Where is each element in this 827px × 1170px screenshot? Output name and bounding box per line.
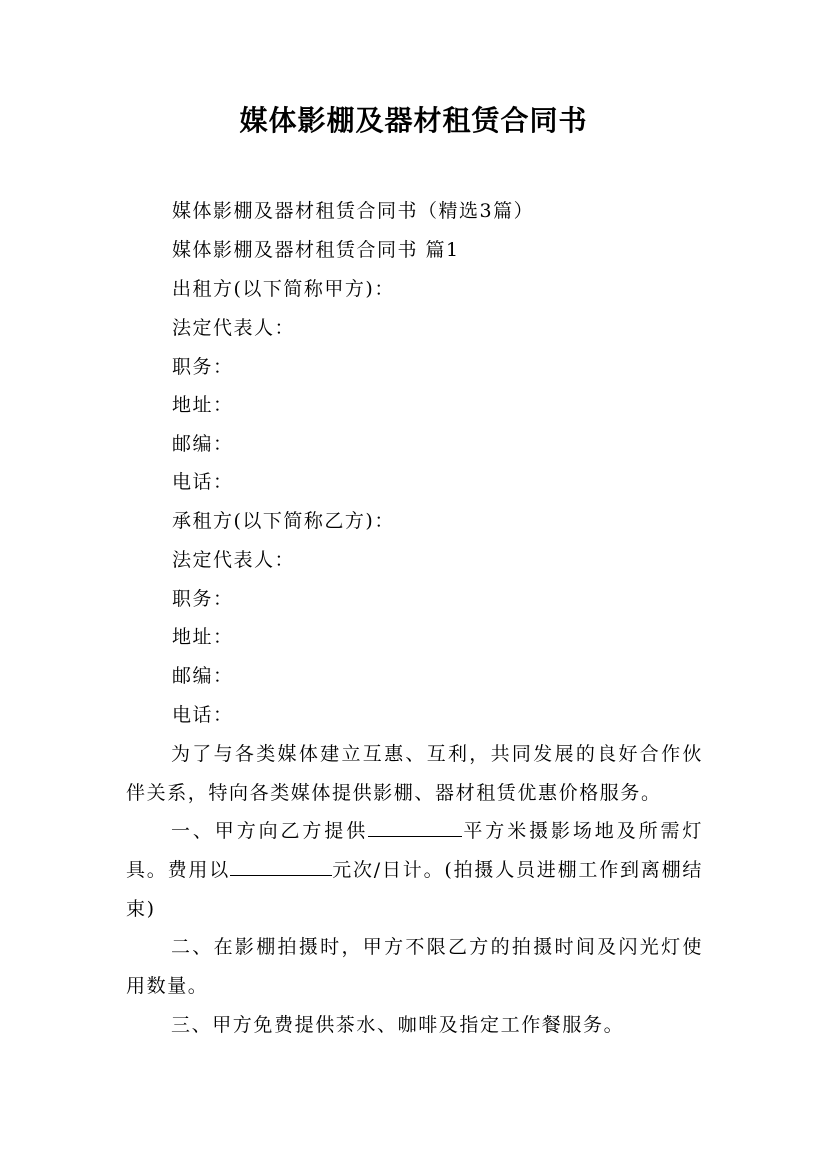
clause-2-paragraph: 二、在影棚拍摄时，甲方不限乙方的拍摄时间及闪光灯使用数量。 (126, 936, 703, 997)
clause-1-text-b: 平方米摄影场地及所需灯具。费用以 (126, 820, 703, 881)
clause-1-text-c: 元次/日计。(拍摄人员进棚工作到离棚结束) (126, 859, 703, 920)
lessee-address-field: 地址： (172, 626, 234, 648)
document-subtitle: 媒体影棚及器材租赁合同书（精选3篇） (172, 200, 535, 222)
document-title: 媒体影棚及器材租赁合同书 (239, 104, 588, 137)
clause-1-paragraph (126, 812, 703, 929)
lessor-phone-field: 电话： (172, 471, 234, 493)
area-blank (368, 818, 462, 837)
fee-blank (230, 857, 332, 876)
lessor-heading: 出租方(以下简称甲方)： (172, 278, 395, 300)
lessor-legal-rep-field: 法定代表人： (172, 317, 296, 339)
lessee-position-field: 职务： (172, 588, 234, 610)
lessee-legal-rep-field: 法定代表人： (172, 549, 296, 571)
lessor-position-field: 职务： (172, 356, 234, 378)
lessee-heading: 承租方(以下简称乙方)： (172, 510, 395, 532)
lessor-postcode-field: 邮编： (172, 433, 234, 455)
lessee-postcode-field: 邮编： (172, 665, 234, 687)
lessee-phone-field: 电话： (172, 704, 234, 726)
lessor-address-field: 地址： (172, 394, 234, 416)
clause-3-paragraph: 三、甲方免费提供茶水、咖啡及指定工作餐服务。 (171, 1014, 625, 1036)
section-heading: 媒体影棚及器材租赁合同书 篇1 (172, 239, 460, 261)
intro-paragraph: 为了与各类媒体建立互惠、互利，共同发展的良好合作伙伴关系，特向各类媒体提供影棚、器材租赁优惠价格服务。 (126, 743, 703, 804)
clause-1-text-a: 一、甲方向乙方提供 (171, 820, 369, 842)
